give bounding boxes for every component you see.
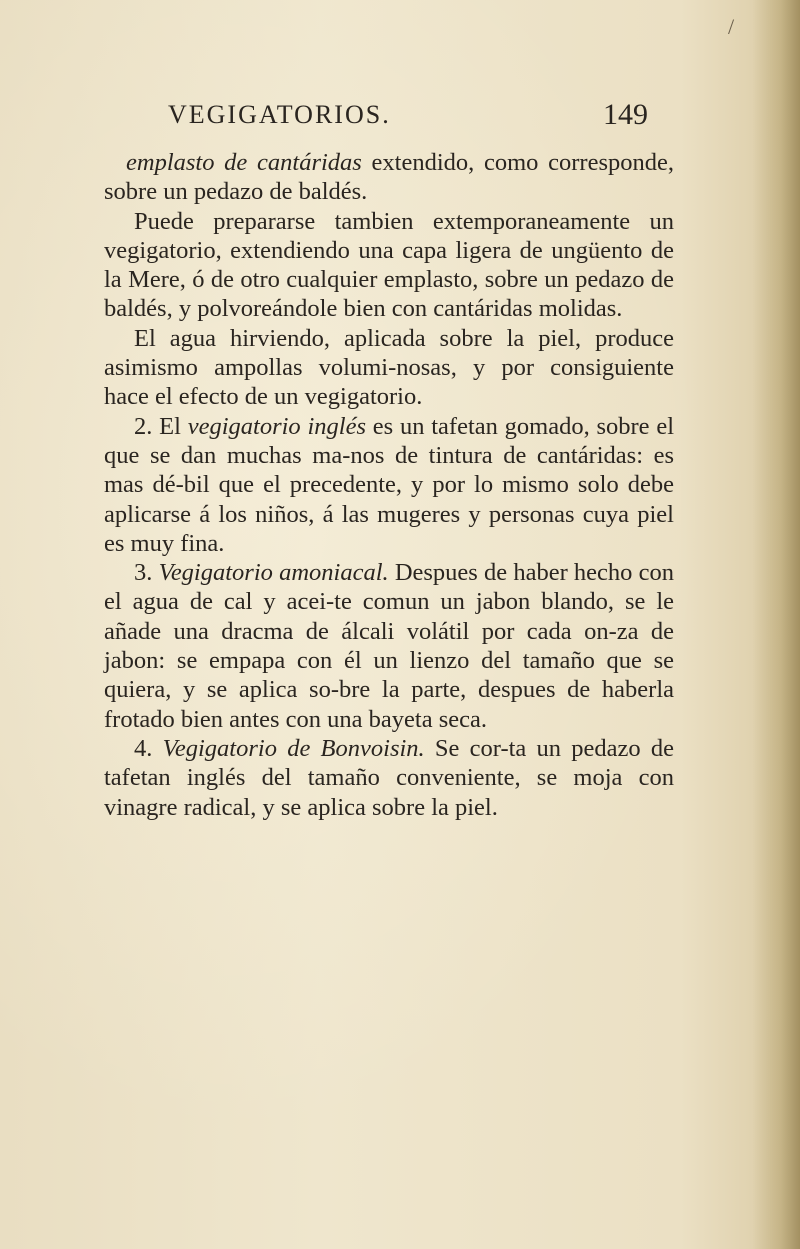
italic-term: Vegigatorio amoniacal. <box>158 559 389 587</box>
running-title: VEGIGATORIOS. <box>168 100 391 129</box>
margin-mark: / <box>728 14 735 39</box>
paragraph-text: extendido, como corresponde, sobre un pedazo de baldés. <box>104 149 674 206</box>
paragraph-text: Se cor-ta un pedazo de tafetan inglés del tamaño conveniente, se moja con vinagre radical, y se aplica sobre la piel. <box>104 734 674 821</box>
italic-term: Vegigatorio de Bonvoisin. <box>162 734 425 762</box>
italic-term: emplasto de cantáridas <box>126 149 362 176</box>
page-number: 149 <box>603 98 648 131</box>
body-text <box>104 148 674 822</box>
page-header <box>168 100 648 140</box>
paragraph-text: Despues de haber hecho con el agua de cal y acei-te comun un jabon blando, se le añade una dracma de álcali volátil por cada on-za de jabon: se empapa con él un lienzo del tamaño que se quiera, y se aplica so-bre la parte, despues de haberla frotado bien antes con una bayeta seca. <box>104 559 674 733</box>
paragraph-text: es un tafetan gomado, sobre el que se dan muchas ma-nos de tintura de cantáridas: es mas dé-bil que el precedente, y por lo mismo solo debe aplicarse á los niños, á las mugeres y personas cuya piel es muy fina. <box>104 412 675 557</box>
paragraph-number: 2. <box>134 412 153 440</box>
numbered-paragraph <box>104 734 674 822</box>
paragraph-continuation <box>104 148 674 207</box>
paragraph-text: El agua hirviendo, aplicada sobre la piel, produce asimismo ampollas volumi-nosas, y por consiguiente hace el efecto de un vegigatorio. <box>104 324 674 411</box>
numbered-paragraph <box>104 558 674 734</box>
paragraph <box>104 324 674 412</box>
paragraph-number: 3. <box>134 559 153 587</box>
paragraph-text: Puede prepararse tambien extemporaneamente un vegigatorio, extendiendo una capa ligera de ungüento de la Mere, ó de otro cualquier emplasto, sobre un pedazo de baldés, y polvoreándole bien con cantáridas molidas. <box>104 207 674 323</box>
numbered-paragraph <box>104 412 674 558</box>
page-edge-stain <box>752 0 800 1249</box>
paragraph <box>104 207 674 324</box>
italic-term: vegigatorio inglés <box>187 412 366 440</box>
paragraph-prefix: El <box>159 412 188 440</box>
paragraph-number: 4. <box>134 734 153 762</box>
